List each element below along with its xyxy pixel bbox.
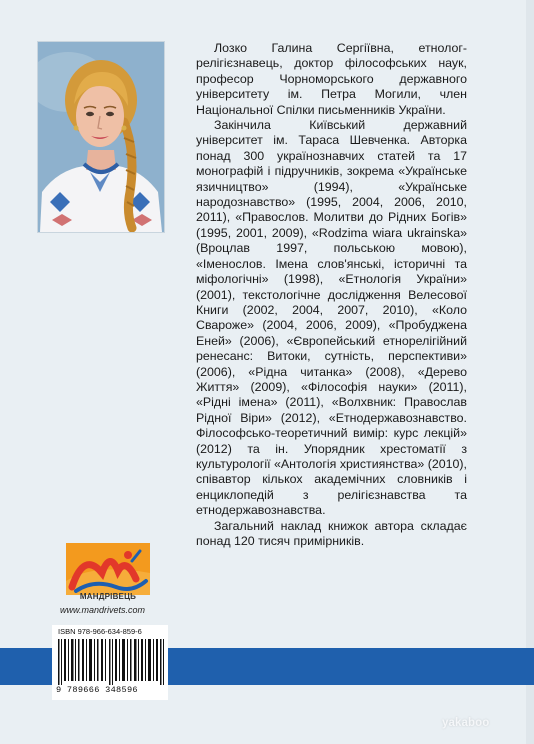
isbn-label: ISBN 978-966-634-859-6	[58, 627, 142, 636]
author-portrait-illustration	[38, 42, 164, 232]
publisher-name: МАНДРІВЕЦЬ	[79, 592, 137, 601]
barcode	[58, 639, 166, 685]
publisher-logo-graphic	[66, 543, 150, 595]
publisher-website: www.mandrivets.com	[60, 605, 146, 615]
author-bio	[196, 41, 467, 549]
yakaboo-watermark	[442, 717, 526, 733]
author-photo	[38, 42, 164, 232]
publisher-logo	[66, 543, 150, 595]
watermark-text: yakaboo	[442, 717, 490, 729]
bio-paragraph: Загальний наклад книжок автора складає понад 120 тисяч примірників.	[196, 518, 467, 548]
bio-paragraph: Лозко Галина Сергіївна, етнолог-релігієзнавець, доктор філософських наук, професор Чорноморського державного університету ім. Петра Могили, член Національної Спілки письменників України.	[196, 41, 467, 117]
barcode-digits: 9 789666 348596	[56, 685, 138, 695]
cover-edge	[526, 0, 534, 744]
bio-paragraph: Закінчила Київський державний університет ім. Тараса Шевченка. Авторка понад 300 українознавчих статей та 17 монографій і підручників, зокрема «Українське язичництво» (1994), «Українське народознавство» (1995, 2004, 2006, 2010, 2011), «Правослов. Молитви до Рідних Богів» (1995, 2001, 2009), «Rodzima wiara ukrainska» (Вроцлав 1997, польською мовою), «Іменослов. Імена слов'янські, історичні та міфологічні» (1998), «Етнологія України» (2001), текстологічне дослідження Велесової Книги (2002, 2004, 2007, 2010), «Коло Свароже» (2004, 2006, 2009), «Пробуджена Еней» (2006), «Європейський етнорелігійний ренесанс: Витоки, сутність, перспективи» (2006), «Рідна читанка» (2008), «Дерево Життя» (2009), «Філософія науки» (2011), «Рідні імена» (2011), «Волхвник: Православ Рідної Віри» (2012), «Етнодержавознавство. Філософсько-теоретичний вимір: курс лекцій» (2012) та ін. Упорядник хрестоматії з культурології «Антологія християнства» (2010), співавтор кількох академічних словників і енциклопедій з релігієзнавства та етнодержавознавства.	[196, 118, 467, 518]
